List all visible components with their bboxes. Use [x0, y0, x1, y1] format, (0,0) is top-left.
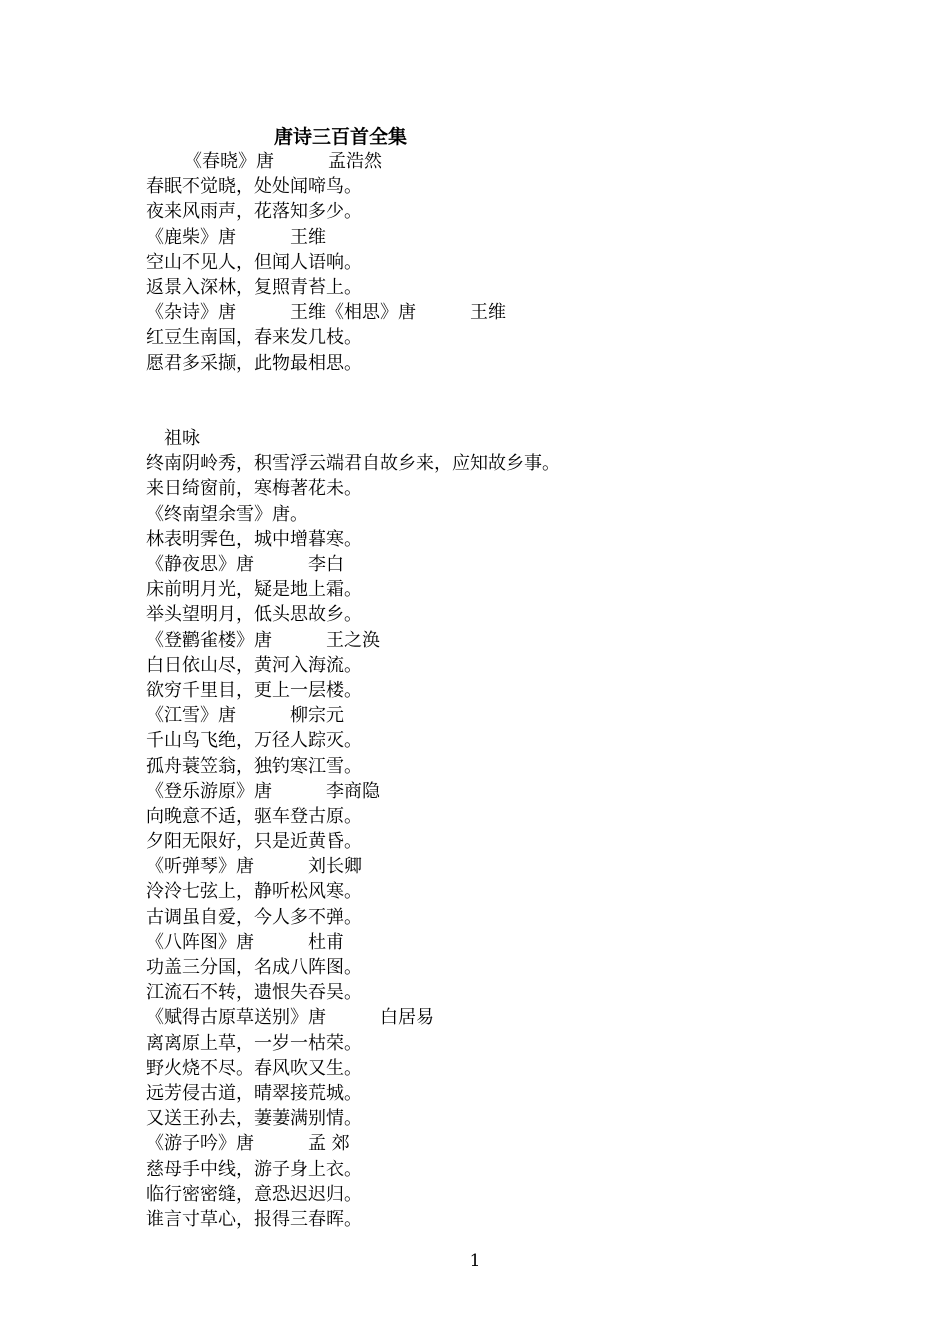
poem-line: 谁言寸草心，报得三春晖。 — [146, 1208, 362, 1230]
poem-heading-bazhentu: 《八阵图》唐 杜甫 — [146, 931, 344, 953]
page-number: 1 — [469, 1251, 481, 1271]
poem-heading-fudeguyuancao: 《赋得古原草送别》唐 白居易 — [146, 1007, 434, 1029]
poem-line: 夕阳无限好，只是近黄昏。 — [146, 831, 362, 853]
poem-line: 林表明霁色，城中增暮寒。 — [146, 528, 362, 550]
blank-line — [146, 376, 846, 401]
poem-heading-luzhai: 《鹿柴》唐 王维 — [146, 226, 326, 248]
poem-line: 终南阴岭秀，积雪浮云端君自故乡来，应知故乡事。 — [146, 453, 560, 475]
poem-line: 夜来风雨声，花落知多少。 — [146, 201, 362, 223]
blank-line — [146, 401, 846, 426]
poem-line: 又送王孙去，萋萋满别情。 — [146, 1108, 362, 1130]
poem-heading-dengleyouyuan: 《登乐游原》唐 李商隐 — [146, 780, 380, 802]
poem-line: 临行密密缝，意恐迟迟归。 — [146, 1183, 362, 1205]
poem-line: 古调虽自爱，今人多不弹。 — [146, 906, 362, 928]
poem-line: 向晚意不适，驱车登古原。 — [146, 805, 362, 827]
poem-text-block — [146, 149, 846, 1232]
poem-line: 离离原上草，一岁一枯荣。 — [146, 1032, 362, 1054]
poem-heading-dengguanquelou: 《登鹳雀楼》唐 王之涣 — [146, 629, 380, 651]
poem-heading-jingyesi: 《静夜思》唐 李白 — [146, 554, 344, 575]
poem-heading-zhongnan: 《终南望余雪》唐。 — [146, 503, 308, 525]
poem-line: 慈母手中线，游子身上衣。 — [146, 1158, 362, 1180]
poem-line: 春眠不觉晓，处处闻啼鸟。 — [146, 176, 362, 198]
poem-heading-youziyin: 《游子吟》唐 孟 郊 — [146, 1133, 350, 1155]
poem-line: 孤舟蓑笠翁，独钓寒江雪。 — [146, 755, 362, 777]
poem-heading-tingtanqin: 《听弹琴》唐 刘长卿 — [146, 856, 362, 878]
document-title: 唐诗三百首全集 — [274, 126, 408, 148]
poem-line: 返景入深林，复照青苔上。 — [146, 276, 362, 298]
poem-line: 远芳侵古道，晴翠接荒城。 — [146, 1082, 362, 1104]
poem-line: 功盖三分国，名成八阵图。 — [146, 957, 362, 978]
poem-author-zuyong: 祖咏 — [164, 428, 200, 450]
poem-line: 白日依山尽，黄河入海流。 — [146, 654, 362, 676]
poem-line: 来日绮窗前，寒梅著花未。 — [146, 478, 362, 500]
poem-heading-chunxiao: 《春晓》唐 孟浩然 — [184, 151, 382, 172]
poem-heading-jiangxue: 《江雪》唐 柳宗元 — [146, 705, 344, 727]
poem-line: 红豆生南国，春来发几枝。 — [146, 327, 362, 349]
poem-line: 空山不见人，但闻人语响。 — [146, 251, 362, 273]
poem-line: 千山鸟飞绝，万径人踪灭。 — [146, 730, 362, 752]
poem-line: 泠泠七弦上，静听松风寒。 — [146, 881, 362, 903]
poem-line: 欲穷千里目，更上一层楼。 — [146, 679, 362, 701]
poem-line: 愿君多采撷，此物最相思。 — [146, 352, 362, 374]
poem-line: 举头望明月，低头思故乡。 — [146, 604, 362, 626]
poem-heading-zashi-xiangsi: 《杂诗》唐 王维《相思》唐 王维 — [146, 302, 506, 324]
poem-line: 床前明月光，疑是地上霜。 — [146, 579, 362, 601]
poem-line: 江流石不转，遗恨失吞吴。 — [146, 982, 362, 1004]
poem-line: 野火烧不尽。春风吹又生。 — [146, 1057, 362, 1079]
